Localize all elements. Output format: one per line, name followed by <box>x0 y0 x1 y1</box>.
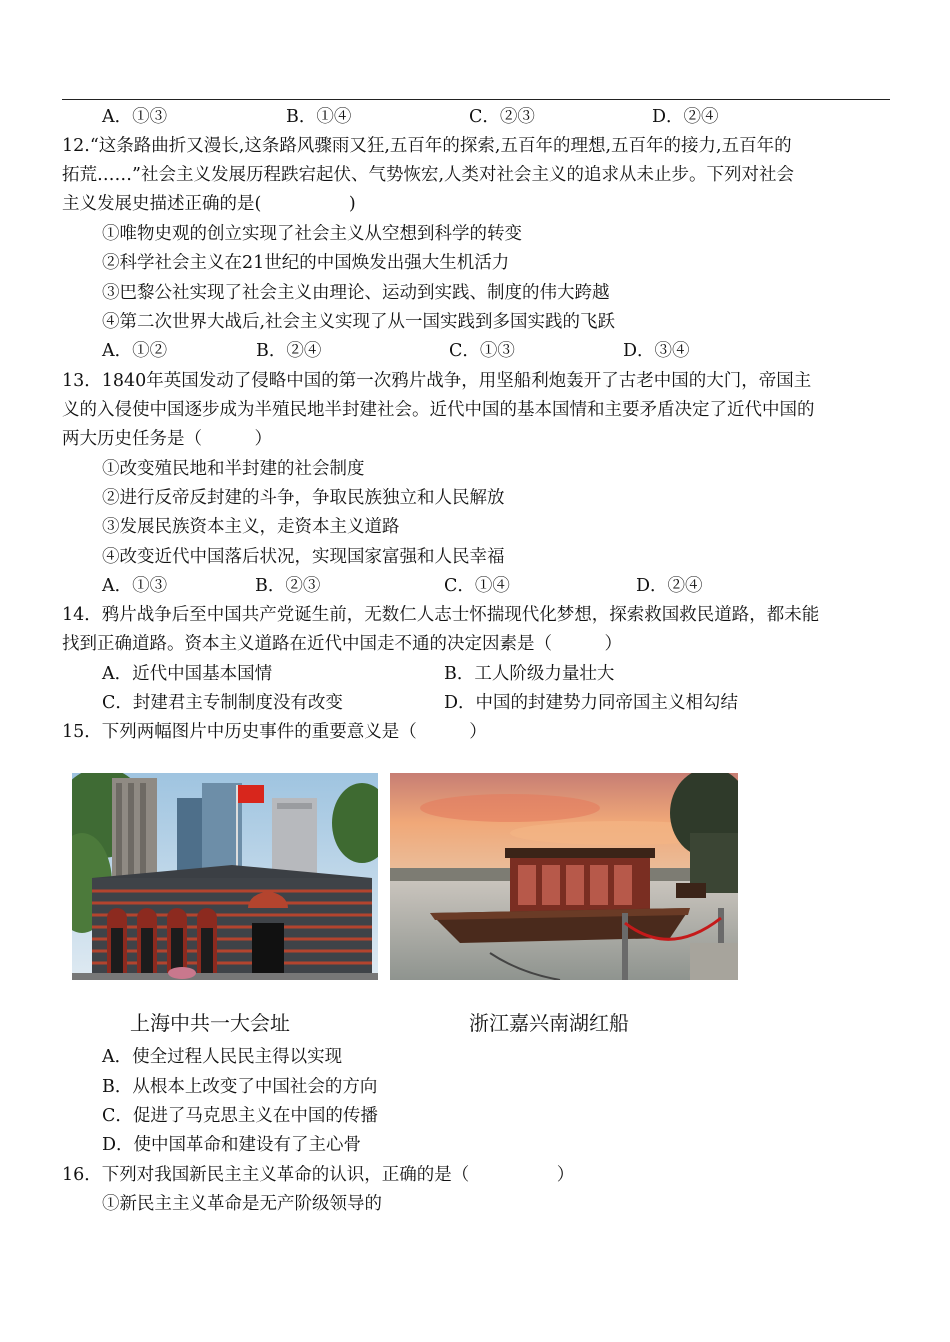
q13-stem-line-3: 两大历史任务是（ ） <box>62 429 272 449</box>
q12-statement-1: ①唯物史观的创立实现了社会主义从空想到科学的转变 <box>102 224 522 244</box>
photo-congress-site <box>72 773 378 980</box>
header-rule <box>62 99 890 100</box>
q12-option-b[interactable]: B．②④ <box>256 341 322 361</box>
caption-congress-site: 上海中共一大会址 <box>130 1011 290 1035</box>
q13-stem-line-1: 13．1840年英国发动了侵略中国的第一次鸦片战争，用坚船利炮轰开了古老中国的大门，帝国主 <box>62 371 812 391</box>
congress-site-image <box>72 773 378 980</box>
q15-option-a[interactable]: A．使全过程人民民主得以实现 <box>102 1047 343 1067</box>
q14-option-a[interactable]: A．近代中国基本国情 <box>102 664 273 684</box>
q11-option-c[interactable]: C．②③ <box>469 107 535 127</box>
q15-option-b[interactable]: B．从根本上改变了中国社会的方向 <box>102 1077 378 1097</box>
q13-option-a[interactable]: A．①③ <box>102 576 168 596</box>
q13-statement-1: ①改变殖民地和半封建的社会制度 <box>102 459 365 479</box>
q13-statement-4: ④改变近代中国落后状况，实现国家富强和人民幸福 <box>102 547 505 567</box>
red-boat-image <box>390 773 738 980</box>
q12-stem-line-3: 主义发展史描述正确的是( ) <box>62 194 356 214</box>
q12-stem-line-1: 12.“这条路曲折又漫长,这条路风骤雨又狂,五百年的探索,五百年的理想,五百年的接力,五百年的 <box>62 136 792 156</box>
q15-stem: 15．下列两幅图片中历史事件的重要意义是（ ） <box>62 722 487 742</box>
q11-option-b[interactable]: B．①④ <box>286 107 352 127</box>
q12-option-c[interactable]: C．①③ <box>449 341 515 361</box>
q13-stem-line-2: 义的入侵使中国逐步成为半殖民地半封建社会。近代中国的基本国情和主要矛盾决定了近代中国的 <box>62 400 815 420</box>
q14-stem-line-2: 找到正确道路。资本主义道路在近代中国走不通的决定因素是（ ） <box>62 634 622 654</box>
q13-statement-2: ②进行反帝反封建的斗争，争取民族独立和人民解放 <box>102 488 505 508</box>
q15-option-c[interactable]: C．促进了马克思主义在中国的传播 <box>102 1106 378 1126</box>
q14-option-c[interactable]: C．封建君主专制制度没有改变 <box>102 693 343 713</box>
q11-option-a[interactable]: A．①③ <box>102 107 168 127</box>
q13-option-d[interactable]: D．②④ <box>636 576 703 596</box>
caption-red-boat: 浙江嘉兴南湖红船 <box>469 1011 629 1035</box>
q12-stem-line-2: 拓荒……”社会主义发展历程跌宕起伏、气势恢宏,人类对社会主义的追求从未止步。下列对社会 <box>62 165 795 185</box>
q14-option-d[interactable]: D．中国的封建势力同帝国主义相勾结 <box>444 693 739 713</box>
q16-stem: 16．下列对我国新民主主义革命的认识，正确的是（ ） <box>62 1165 575 1185</box>
q13-option-b[interactable]: B．②③ <box>255 576 321 596</box>
q12-option-d[interactable]: D．③④ <box>623 341 690 361</box>
photo-red-boat <box>390 773 738 980</box>
q11-option-d[interactable]: D．②④ <box>652 107 719 127</box>
q12-statement-4: ④第二次世界大战后,社会主义实现了从一国实践到多国实践的飞跃 <box>102 312 616 332</box>
q14-stem-line-1: 14．鸦片战争后至中国共产党诞生前，无数仁人志士怀揣现代化梦想，探索救国救民道路，都未能 <box>62 605 820 625</box>
q14-option-b[interactable]: B．工人阶级力量壮大 <box>444 664 615 684</box>
q12-statement-3: ③巴黎公社实现了社会主义由理论、运动到实践、制度的伟大跨越 <box>102 283 610 303</box>
q13-statement-3: ③发展民族资本主义，走资本主义道路 <box>102 517 400 537</box>
q12-statement-2: ②科学社会主义在21世纪的中国焕发出强大生机活力 <box>102 253 510 273</box>
q12-option-a[interactable]: A．①② <box>102 341 168 361</box>
q13-option-c[interactable]: C．①④ <box>444 576 510 596</box>
q16-statement-1: ①新民主主义革命是无产阶级领导的 <box>102 1194 382 1214</box>
q15-option-d[interactable]: D．使中国革命和建设有了主心骨 <box>102 1135 362 1155</box>
